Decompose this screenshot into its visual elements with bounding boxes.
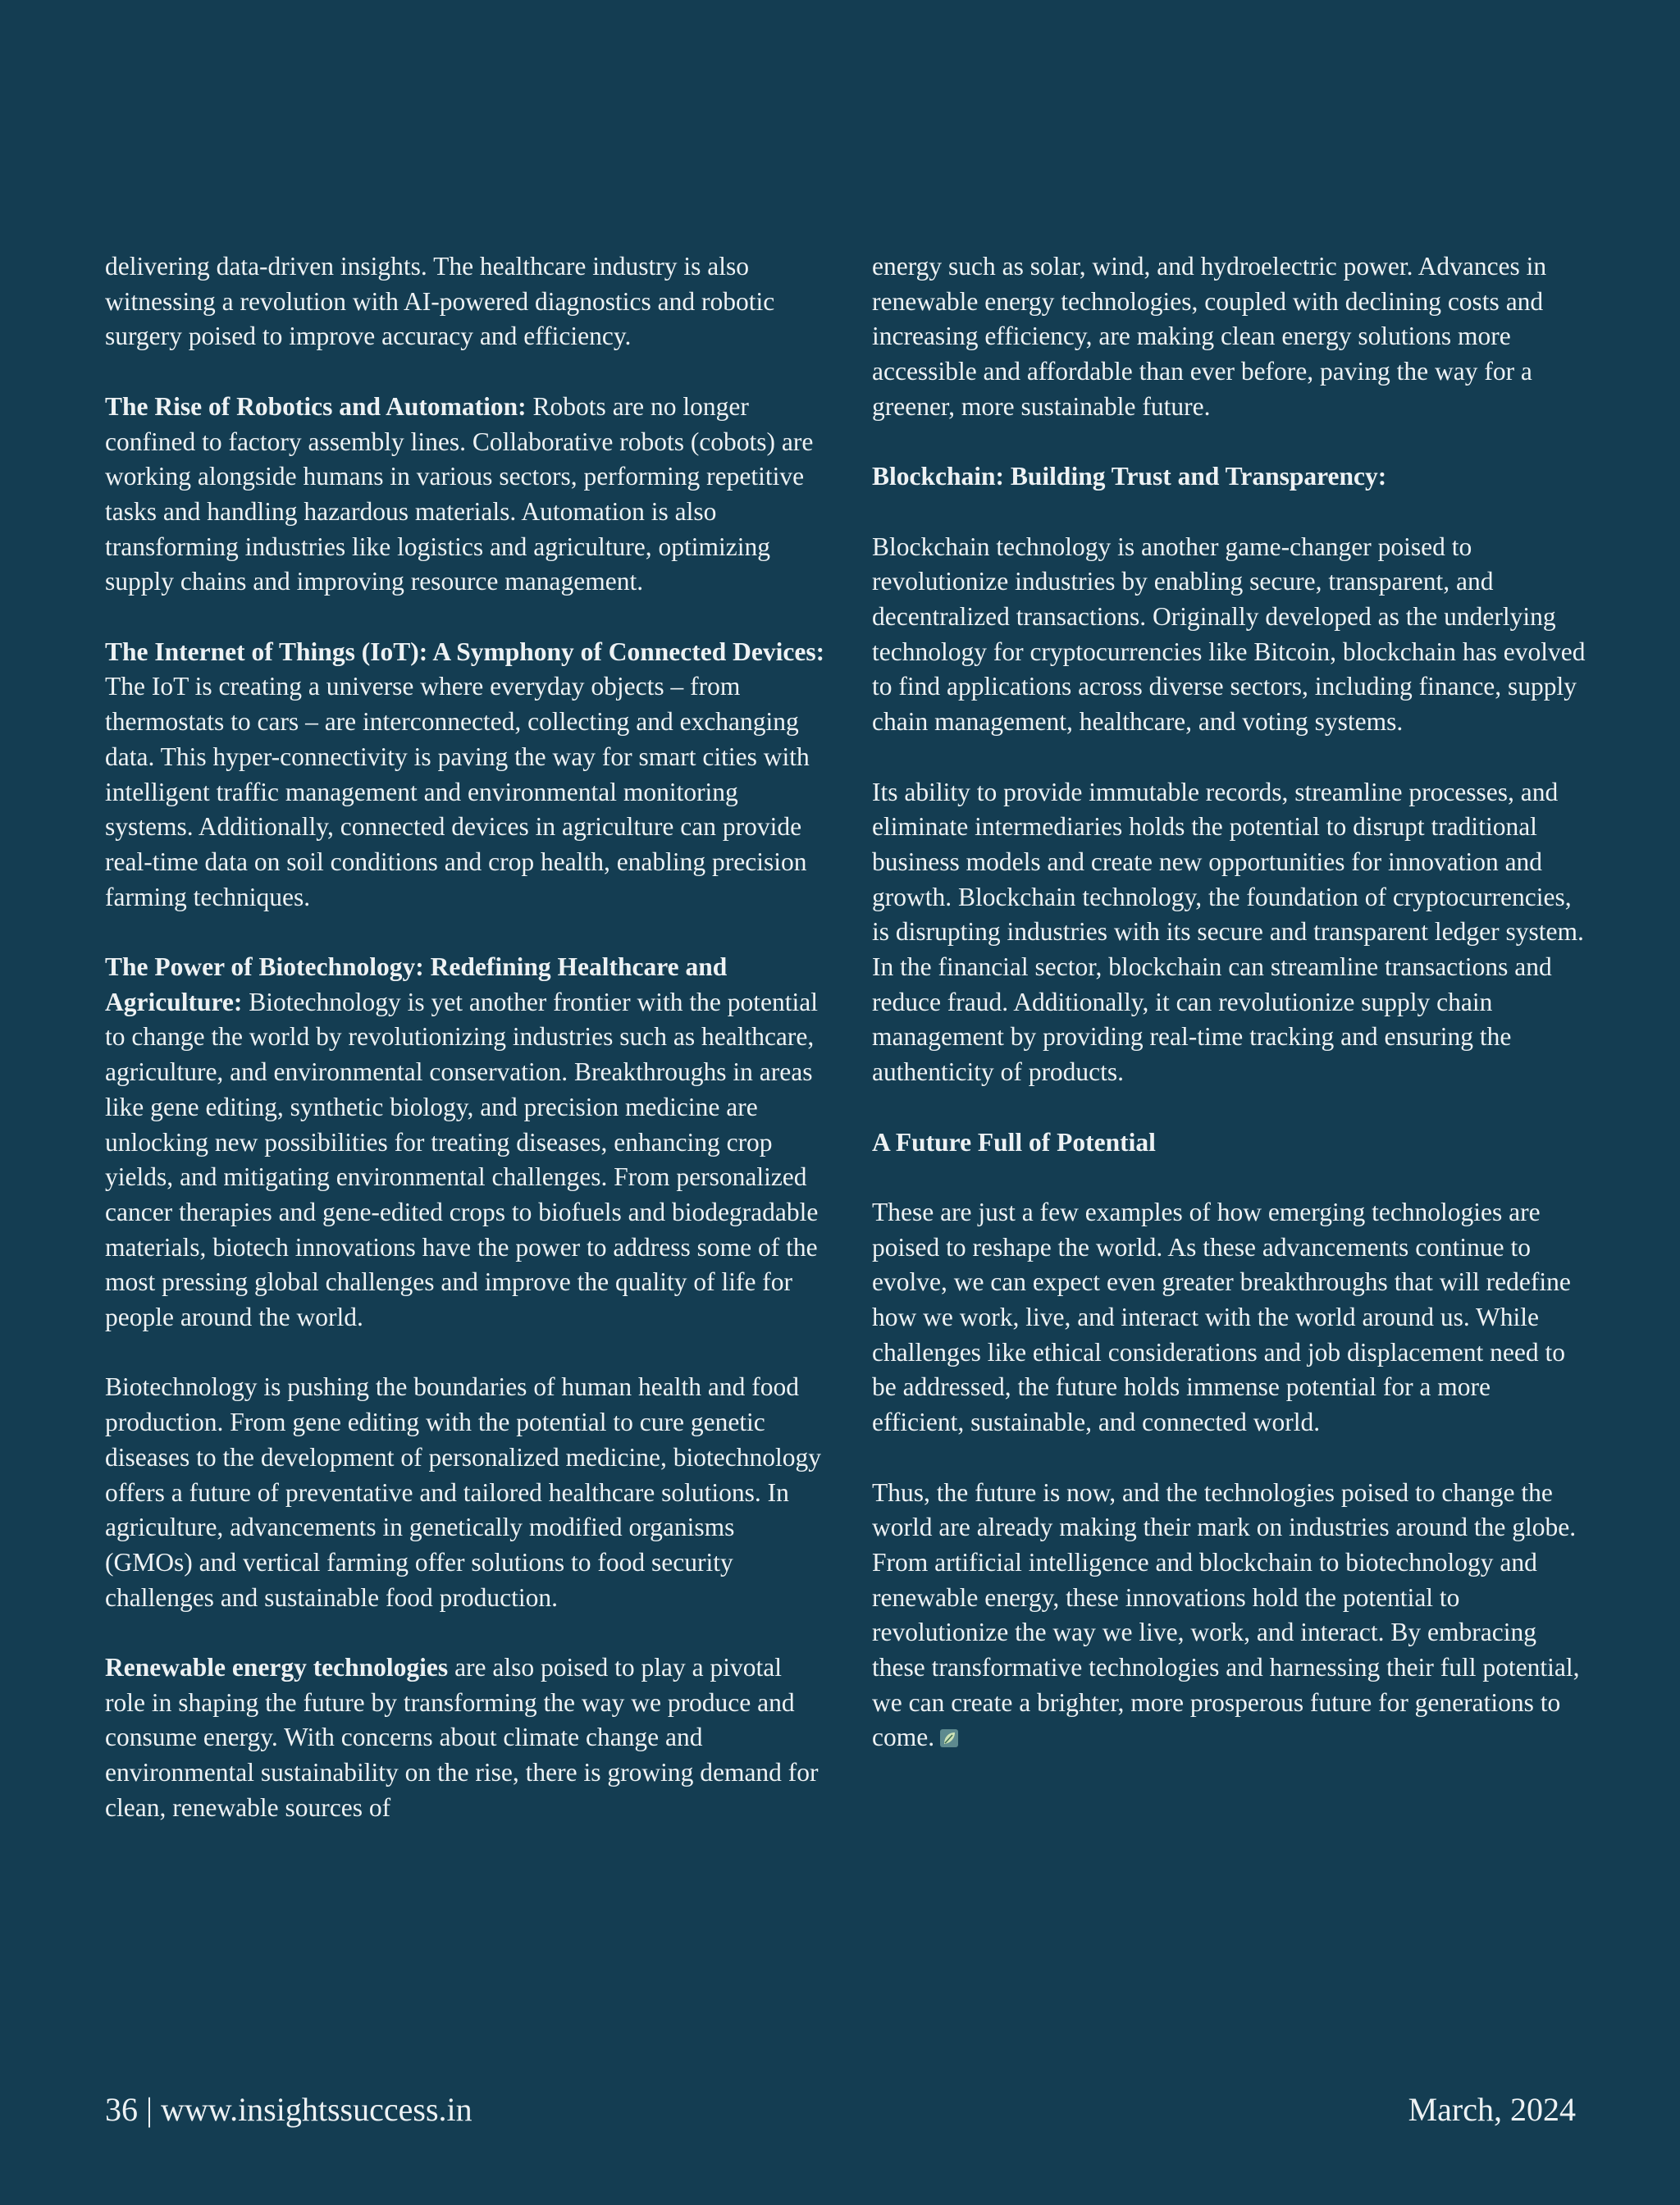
renewable-continued-paragraph: energy such as solar, wind, and hydroelectric power. Advances in renewable energy technologies, coupled with declining costs and increasing efficiency, are making clean energy solutions more accessible and affordable than ever before, paving the way for a greener, more sustainable future.: [872, 252, 1547, 421]
intro-paragraph: delivering data-driven insights. The healthcare industry is also witnessing a revolution with AI-powered diagnostics and robotic surgery poised to improve accuracy and efficiency.: [105, 252, 775, 351]
future-paragraph-2-text: Thus, the future is now, and the technologies poised to change the world are already making their mark on industries around the globe. From artificial intelligence and blockchain to biotechnology and renewable energy, these innovations hold the potential to revolutionize the way we live, work, and interact. By embracing these transformative technologies and harnessing their full potential, we can create a brighter, more prosperous future for generations to come.: [872, 1477, 1580, 1752]
robotics-heading: The Rise of Robotics and Automation:: [105, 391, 527, 421]
renewable-heading: Renewable energy technologies: [105, 1653, 449, 1682]
biotech-paragraph: [105, 950, 827, 1335]
future-heading: A Future Full of Potential: [872, 1127, 1156, 1157]
renewable-body: are also poised to play a pivotal role in shaping the future by transforming the way we produce and consume energy. With concerns about climate change and environmental sustainability on the rise, there is growing demand for clean, renewable sources of: [105, 1653, 819, 1822]
footer-date: March, 2024: [1408, 2091, 1576, 2128]
right-column: [872, 249, 1586, 1791]
biotech-heading: The Power of Biotechnology: Redefining Healthcare and Agriculture:: [105, 952, 728, 1016]
blockchain-heading-paragraph: [872, 459, 1586, 495]
footer-page-info: 36 | www.insightssuccess.in: [105, 2091, 472, 2128]
iot-heading: The Internet of Things (IoT): A Symphony of Connected Devices:: [105, 637, 825, 666]
renewable-paragraph: [105, 1650, 827, 1826]
future-heading-paragraph: [872, 1125, 1586, 1161]
blockchain-paragraph-1: Blockchain technology is another game-changer poised to revolutionize industries by enabling secure, transparent, and decentralized transactions. Originally developed as the underlying technology for cryptocurrencies like Bitcoin, blockchain has evolved to find applications across diverse sectors, including finance, supply chain management, healthcare, and voting systems.: [872, 532, 1586, 737]
biotech-paragraph-2: Biotechnology is pushing the boundaries of human health and food production. From gene editing with the potential to cure genetic diseases to the development of personalized medicine, biotechnology offers a future of preventative and tailored healthcare solutions. In agriculture, advancements in genetically modified organisms (GMOs) and vertical farming offer solutions to food security challenges and sustainable food production.: [105, 1372, 821, 1612]
iot-body: The IoT is creating a universe where everyday objects – from thermostats to cars – are interconnected, collecting and exchanging data. This hyper-connectivity is paving the way for smart cities with intelligent traffic management and environmental monitoring systems. Additionally, connected devices in agriculture can provide real-time data on soil conditions and crop health, enabling precision farming techniques.: [105, 672, 810, 911]
future-paragraph-1: These are just a few examples of how emerging technologies are poised to reshape the world. As these advancements continue to evolve, we can expect even greater breakthroughs that will redefine how we work, live, and interact with the world around us. While challenges like ethical considerations and job displacement need to be addressed, the future holds immense potential for a more efficient, sustainable, and connected world.: [872, 1197, 1571, 1437]
robotics-paragraph: [105, 390, 827, 600]
iot-paragraph: [105, 635, 827, 915]
robotics-body: Robots are no longer confined to factory assembly lines. Collaborative robots (cobots) are working alongside humans in various sectors, performing repetitive tasks and handling hazardous materials. Automation is also transforming industries like logistics and agriculture, optimizing supply chains and improving resource management.: [105, 391, 814, 596]
biotech-body: Biotechnology is yet another frontier with the potential to change the world by revolutionizing industries such as healthcare, agriculture, and environmental conservation. Breakthroughs in areas like gene editing, synthetic biology, and precision medicine are unlocking new possibilities for treating diseases, enhancing crop yields, and mitigating environmental challenges. From personalized cancer therapies and gene-edited crops to biofuels and biodegradable materials, biotech innovations have the power to address some of the most pressing global challenges and improve the quality of life for people around the world.: [105, 987, 819, 1332]
leaf-icon: [939, 1723, 959, 1742]
left-column: [105, 249, 827, 1860]
future-paragraph-2: [872, 1476, 1586, 1756]
blockchain-heading: Blockchain: Building Trust and Transparency:: [872, 462, 1387, 491]
blockchain-paragraph-2: Its ability to provide immutable records, streamline processes, and eliminate intermediaries holds the potential to disrupt traditional business models and create new opportunities for innovation and growth. Blockchain technology, the foundation of cryptocurrencies, is disrupting industries with its secure and transparent ledger system. In the financial sector, blockchain can streamline transactions and reduce fraud. Additionally, it can revolutionize supply chain management by providing real-time tracking and ensuring the authenticity of products.: [872, 777, 1584, 1087]
